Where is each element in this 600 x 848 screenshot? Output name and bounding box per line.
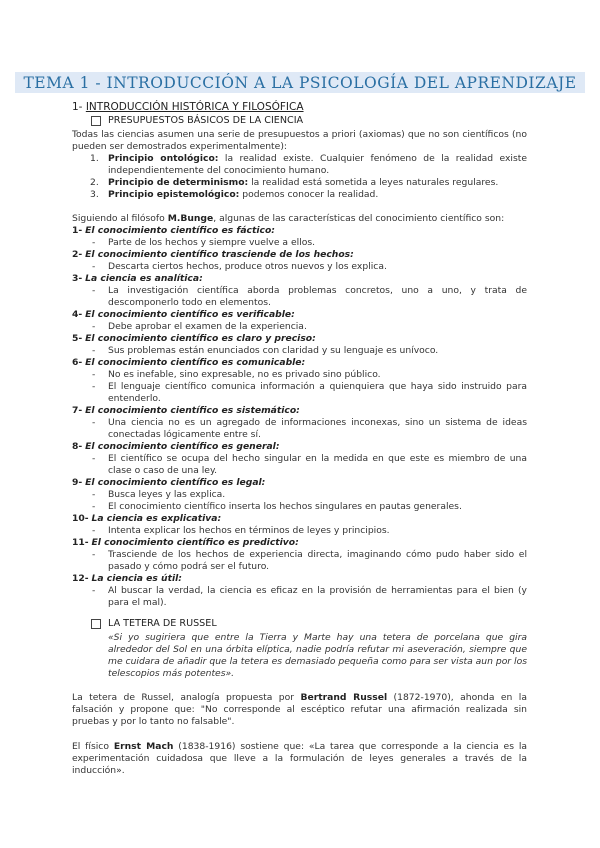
- russel-quote: «Si yo sugiriera que entre la Tierra y Marte hay una tetera de porcelana que gira alrededor del Sol en una órbita elíptica, nadie podría refutar mi aseveración, siempre que me cuidara de añadir que la tetera es demasiado pequeña como para ser vista aun por los telescopios más potentes».: [108, 632, 527, 679]
- intro-paragraph: Todas las ciencias asumen una serie de presupuestos a priori (axiomas) que no son científicos (no pueden ser demostrados experimentalmente):: [72, 129, 527, 152]
- principle-item: Principio epistemológico: podemos conocer la realidad.: [108, 189, 379, 200]
- mach-paragraph: El físico Ernst Mach (1838-1916) sostiene que: «La tarea que corresponde a la ciencia es la experimentación cuidadosa que lleve a la formulación de leyes generales a través de la inducción».: [72, 741, 528, 776]
- characteristic-item: Una ciencia no es un agregado de informaciones inconexas, sino un sistema de ideas conectadas lógicamente entre sí.: [108, 417, 527, 440]
- characteristic-item: Descarta ciertos hechos, produce otros nuevos y los explica.: [108, 261, 387, 272]
- russel-paragraph: La tetera de Russel, analogía propuesta por Bertrand Russel (1872-1970), ahonda en la falsación y propone que: "No corresponde al escéptico refutar una afirmación realizada sin pruebas y por lo tanto no falsable".: [72, 692, 527, 727]
- document-page: TEMA 1 - INTRODUCCIÓN A LA PSICOLOGÍA DEL APRENDIZAJE 1- INTRODUCCIÓN HISTÓRICA Y FILOSÓFICA PRESUPUESTOS BÁSICOS DE LA CIENCIA Todas las ciencias asumen una serie de presupuestos a priori (axiomas) que no son científicos (no pueden ser demostrados experimentalmente): 1. Principio ontológico: la realidad existe. Cualquier fenómeno de la realidad existe independientemente del conocimiento humano. 2. Principio de determinismo: la realidad está sometida a leyes naturales regulares. 3. Principio epistemológico: podemos conocer la realidad. Siguiendo al filósofo M.Bunge, algunas de las características del conocimiento científico son: 1- El conocimiento científico es fáctico: - Parte de los hechos y siempre vuelve a ellos. 2- El conocimiento científico trasciende de los hechos: - Descarta ciertos hechos, produce otros nuevos y los explica. 3- La ciencia es analítica: - La investigación científica aborda problemas concretos, uno a uno, y trata de descomponerlo todo en elementos. 4- El conocimiento científico es verificable: - Debe aprobar el examen de la experiencia. 5- El conocimiento científico es claro y preciso: - Sus problemas están enunciados con claridad y su lenguaje es unívoco. 6- El conocimiento científico es comunicable: - No es inefable, sino expresable, no es privado sino público. - El lenguaje científico comunica información a quienquiera que haya sido instruido para entenderlo. 7- El conocimiento científico es sistemático: - Una ciencia no es un agregado de informaciones inconexas, sino un sistema de ideas conectadas lógicamente entre sí. 8- El conocimiento científico es general: - El científico se ocupa del hecho singular en la medida en que este es miembro de una clase o caso de una ley. 9- El conocimiento científico es legal: - Busca leyes y las explica. - El conocimiento científico inserta los hechos singulares en pautas generales. 10- La ciencia es explicativa: - Intenta explicar los hechos en términos de leyes y principios. 11- El conocimiento científico es predictivo: - Trasciende de los hechos de experiencia directa, imaginando cómo pudo haber sido el pasado y cómo podrá ser el futuro. 12- La ciencia es útil: - Al buscar la verdad, la ciencia es eficaz en la provisión de herramientas para el bien (y para el mal). LA TETERA DE RUSSEL «Si yo sugiriera que entre la Tierra y Marte hay una tetera de porcelana que gira alrededor del Sol en una órbita elíptica, nadie podría refutar mi aseveración, siempre que me cuidara de añadir que la tetera es demasiado pequeña como para ser vista aun por los telescopios más potentes». La tetera de Russel, analogía propuesta por Bertrand Russel (1872-1970), ahonda en la falsación y propone que: "No corresponde al escéptico refutar una afirmación realizada sin pruebas y por lo tanto no falsable". El físico Ernst Mach (1838-1916) sostiene que: «La tarea que corresponde a la ciencia es la experimentación cuidadosa que lleve a la formulación de leyes generales a través de la inducción».: [0, 0, 600, 848]
- characteristic-item: Debe aprobar el examen de la experiencia.: [108, 321, 307, 332]
- characteristic-item: Trasciende de los hechos de experiencia directa, imaginando cómo pudo haber sido el pasado y cómo podrá ser el futuro.: [108, 549, 527, 572]
- characteristic-item: Intenta explicar los hechos en términos de leyes y principios.: [108, 525, 390, 536]
- checkbox-icon: [91, 619, 101, 629]
- characteristic-item: El científico se ocupa del hecho singular en la medida en que este es miembro de una clase o caso de una ley.: [108, 453, 527, 476]
- characteristic-item: Al buscar la verdad, la ciencia es eficaz en la provisión de herramientas para el bien (y para el mal).: [108, 585, 527, 608]
- characteristic-item: El lenguaje científico comunica información a quienquiera que haya sido instruido para entenderlo.: [108, 381, 527, 404]
- characteristic-title: 3- La ciencia es analítica:: [72, 273, 203, 284]
- characteristic-title: 6- El conocimiento científico es comunicable:: [72, 357, 306, 368]
- characteristic-title: 11- El conocimiento científico es predictivo:: [72, 537, 299, 548]
- characteristic-item: La investigación científica aborda problemas concretos, uno a uno, y trata de descomponerlo todo en elementos.: [108, 285, 527, 308]
- list-number: 3.: [90, 189, 99, 200]
- characteristic-title: 4- El conocimiento científico es verificable:: [72, 309, 295, 320]
- characteristic-item: Parte de los hechos y siempre vuelve a ellos.: [108, 237, 316, 248]
- principle-item: Principio ontológico: la realidad existe. Cualquier fenómeno de la realidad existe independientemente del conocimiento humano.: [108, 153, 528, 176]
- bunge-paragraph: Siguiendo al filósofo M.Bunge, algunas de las características del conocimiento científico son:: [72, 213, 505, 224]
- characteristic-item: Sus problemas están enunciados con claridad y su lenguaje es unívoco.: [108, 345, 439, 356]
- subheading-presupuestos: PRESUPUESTOS BÁSICOS DE LA CIENCIA: [108, 115, 304, 126]
- characteristic-title: 10- La ciencia es explicativa:: [72, 513, 222, 524]
- characteristic-title: 9- El conocimiento científico es legal:: [72, 477, 266, 488]
- characteristic-title: 2- El conocimiento científico trasciende de los hechos:: [72, 249, 354, 260]
- characteristic-title: 1- El conocimiento científico es fáctico:: [72, 225, 275, 236]
- section-heading: 1- INTRODUCCIÓN HISTÓRICA Y FILOSÓFICA: [72, 101, 304, 113]
- subheading-tetera: LA TETERA DE RUSSEL: [108, 618, 217, 629]
- list-number: 1.: [90, 153, 99, 164]
- characteristic-title: 7- El conocimiento científico es sistemático:: [72, 405, 300, 416]
- characteristic-title: 8- El conocimiento científico es general:: [72, 441, 280, 452]
- page-title: TEMA 1 - INTRODUCCIÓN A LA PSICOLOGÍA DEL APRENDIZAJE: [0, 72, 600, 93]
- characteristic-title: 5- El conocimiento científico es claro y preciso:: [72, 333, 316, 344]
- characteristic-item: No es inefable, sino expresable, no es privado sino público.: [108, 369, 381, 380]
- list-number: 2.: [90, 177, 99, 188]
- checkbox-icon: [91, 116, 101, 126]
- principle-item: Principio de determinismo: la realidad está sometida a leyes naturales regulares.: [108, 177, 499, 188]
- characteristic-item: El conocimiento científico inserta los hechos singulares en pautas generales.: [108, 501, 462, 512]
- characteristic-title: 12- La ciencia es útil:: [72, 573, 182, 584]
- characteristic-item: Busca leyes y las explica.: [108, 489, 226, 500]
